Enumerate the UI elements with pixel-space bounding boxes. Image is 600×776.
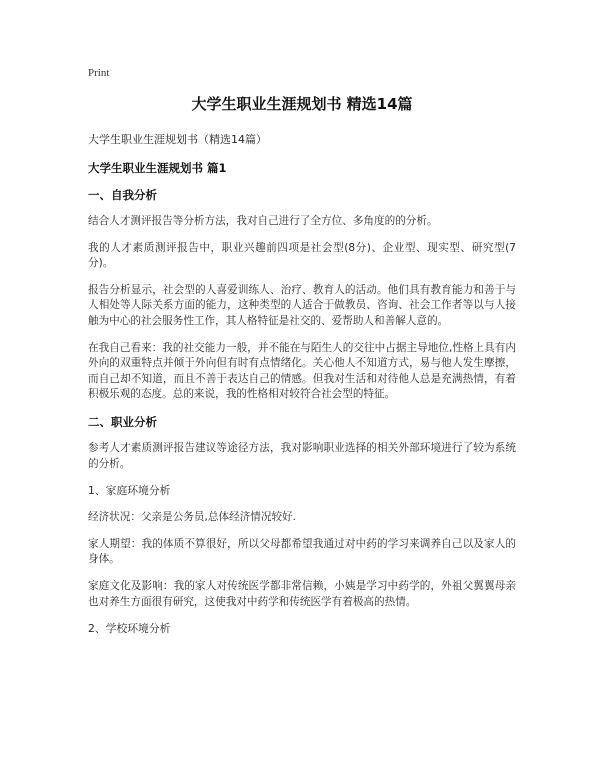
section-heading-self-analysis: 一、自我分析 [88, 188, 157, 202]
section-heading-career-analysis: 二、职业分析 [88, 414, 157, 429]
paragraph: 结合人才测评报告等分析方法，我对自己进行了全方位、多角度的的分析。 [88, 215, 438, 227]
paragraph: 报告分析显示，社会型的人喜爱训练人、治疗、教育人的活动。他们具有教育能力和善于与人相处等人际关系方面的能力，这种类型的人适合于做教员、咨询、社会工作者等以与人接触为中心的社会服务性工作，其人格特征是社交的、爱帮助人和善解人意的。 [88, 283, 516, 327]
paragraph: 参考人才素质测评报告建议等途径方法，我对影响职业选择的相关外部环境进行了较为系统的分析。 [88, 441, 516, 470]
subsection-heading-family: 1、家庭环境分析 [88, 484, 171, 498]
paragraph: 家庭文化及影响：我的家人对传统医学都非常信赖，小姨是学习中药学的，外祖父翼翼母亲也对养生方面很有研究，这使我对中药学和传统医学有着极高的热情。 [88, 579, 516, 608]
print-label: Print [88, 67, 110, 79]
paragraph: 经济状况：父亲是公务员,总体经济情况较好. [88, 511, 297, 524]
document-subtitle: 大学生职业生涯规划书（精选14篇） [88, 133, 267, 146]
part-title: 大学生职业生涯规划书 篇1 [88, 161, 227, 175]
subsection-heading-school: 2、学校环境分析 [88, 622, 171, 636]
paragraph: 家人期望：我的体质不算很好，所以父母都希望我通过对中药的学习来调养自己以及家人的身体。 [88, 537, 516, 566]
document-page [88, 66, 516, 648]
paragraph: 在我自己看来：我的社交能力一般，并不能在与陌生人的交往中占据主导地位,性格上具有内外向的双重特点并倾于外向但有时有点情绪化。关心他人不知道方式，易与他人发生摩擦，而自己却不知道，而且不善于表达自己的情感。但我对生活和对待他人总是充满热情，有着积极乐观的态度。总的来说，我的性格相对较符合社会型的特征。 [88, 341, 516, 401]
page-title: 大学生职业生涯规划书 精选14篇 [191, 95, 413, 113]
paragraph: 我的人才素质测评报告中，职业兴趣前四项是社会型(8分)、企业型、现实型、研究型(7分)。 [88, 241, 516, 270]
